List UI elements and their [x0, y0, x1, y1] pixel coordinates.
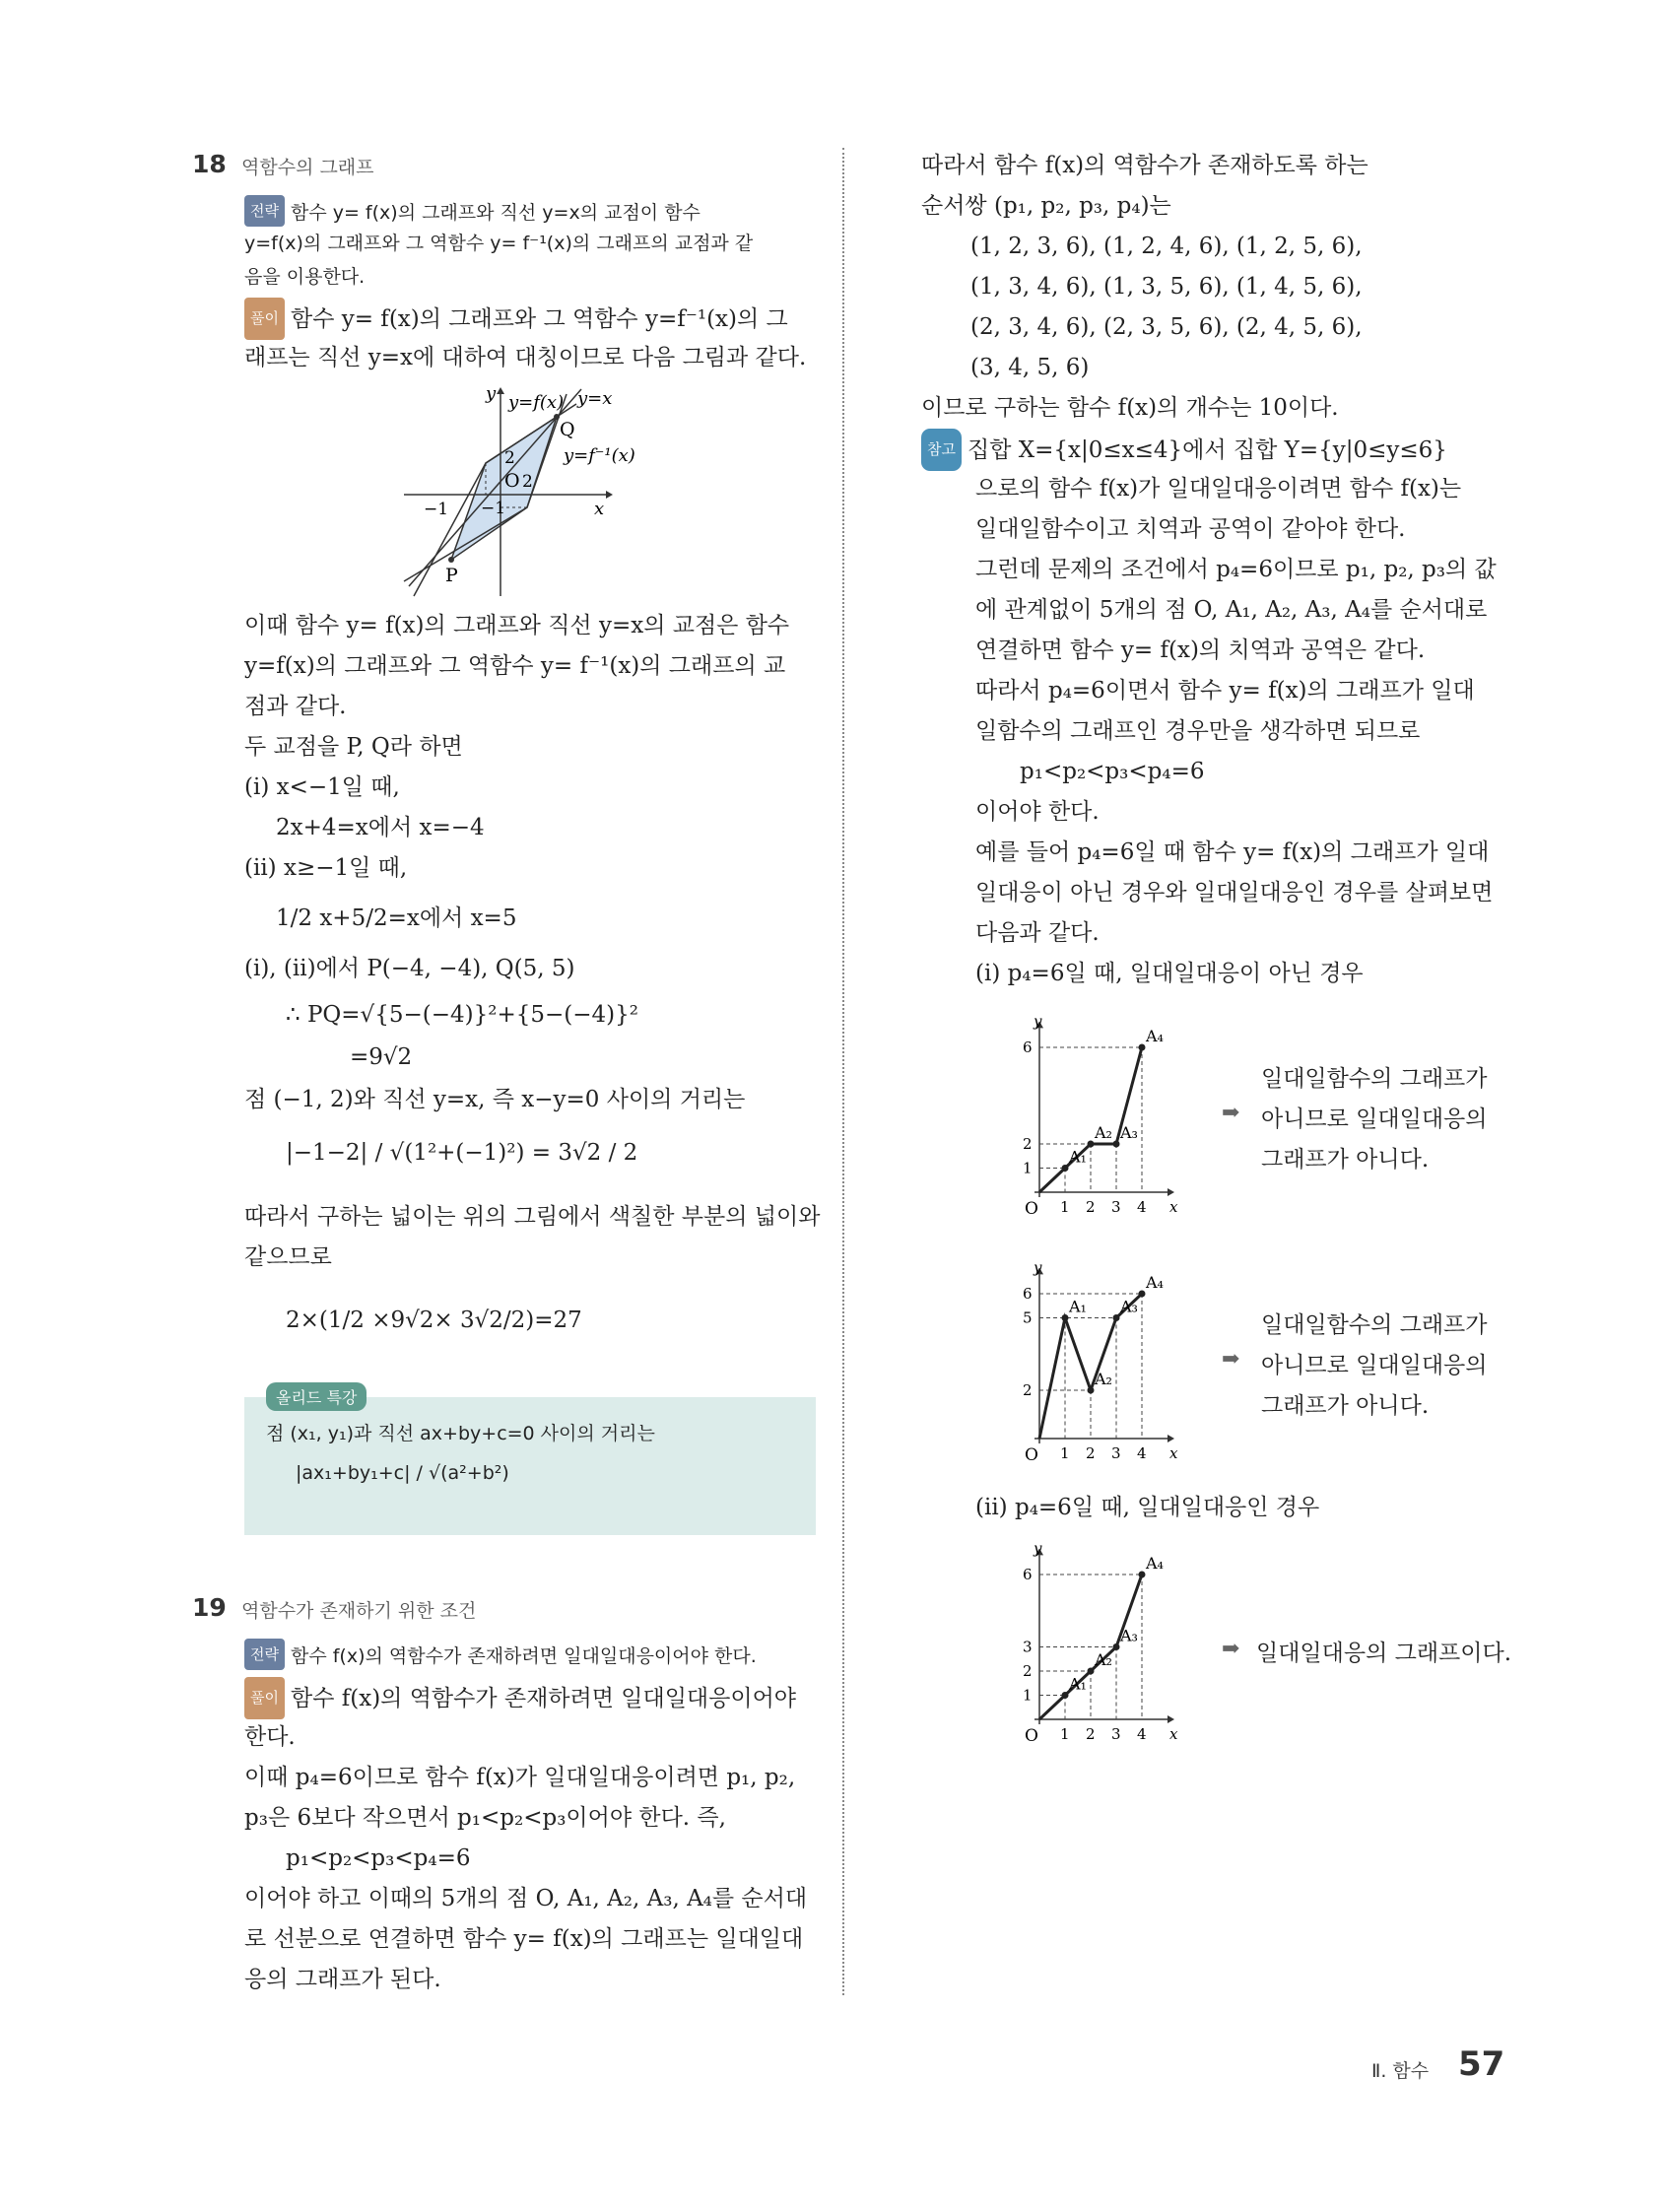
p18-body-line: 이때 함수 y= f(x)의 그래프와 직선 y=x의 교점은 함수	[244, 613, 790, 638]
note-line: 따라서 p₄=6이면서 함수 y= f(x)의 그래프가 일대	[975, 678, 1475, 704]
point-label: A₁	[1069, 1674, 1087, 1694]
point-a1	[1062, 1692, 1069, 1699]
p18-area-text: 따라서 구하는 넓이는 위의 그림에서 색칠한 부분의 넓이와	[244, 1204, 821, 1230]
graph18-y-label: y	[486, 383, 497, 404]
footer-section: Ⅱ. 함수	[1371, 2060, 1430, 2082]
note-line: 일함수의 그래프인 경우만을 생각하면 되므로	[975, 718, 1421, 744]
p19-solution-ineq: p₁<p₂<p₃<p₄=6	[286, 1845, 471, 1871]
note-line: 으로의 함수 f(x)가 일대일대응이려면 함수 f(x)는	[975, 476, 1462, 502]
x-tick-label: 4	[1137, 1444, 1147, 1462]
p19-strategy: 전략 함수 f(x)의 역함수가 존재하려면 일대일대응이어야 한다.	[244, 1639, 757, 1671]
problem-18-title: 역함수의 그래프	[241, 157, 374, 178]
case-i-label: (i) p₄=6일 때, 일대일대응이 아닌 경우	[975, 961, 1364, 986]
desc-b-line: 일대일함수의 그래프가	[1261, 1312, 1488, 1338]
point-a4	[1139, 1572, 1146, 1578]
note-line1: 참고 집합 X={x|0≤x≤4}에서 집합 Y={y|0≤y≤6}	[921, 429, 1447, 471]
point-a1	[1062, 1314, 1069, 1321]
y-tick-label: 2	[1023, 1381, 1033, 1399]
point-a4	[1139, 1291, 1146, 1298]
p18-solution-line1: 풀이 함수 y= f(x)의 그래프와 그 역함수 y=f⁻¹(x)의 그	[244, 298, 788, 340]
p18-strategy-line2: y=f(x)의 그래프와 그 역함수 y= f⁻¹(x)의 그래프의 교점과 같	[244, 233, 754, 254]
column-divider	[842, 148, 844, 1995]
note-line: 이어야 한다.	[975, 799, 1100, 825]
y-tick-label: 2	[1023, 1135, 1033, 1153]
p18-area-text2: 같으므로	[244, 1244, 332, 1270]
point-a4	[1139, 1044, 1146, 1051]
tick-y-neg1: −1	[481, 499, 506, 518]
tuple-row: (3, 4, 5, 6)	[970, 355, 1090, 380]
x-axis-arrow	[1168, 1715, 1174, 1723]
x-tick-label: 3	[1111, 1198, 1121, 1216]
desc-c: 일대일대응의 그래프이다.	[1256, 1641, 1512, 1666]
tip-line1: 점 (x₁, y₁)과 직선 ax+by+c=0 사이의 거리는	[266, 1423, 655, 1444]
y-axis-arrow	[497, 387, 504, 394]
point-label: A₂	[1095, 1123, 1112, 1142]
y-tick-label: 6	[1023, 1039, 1033, 1056]
inverse-function-graph	[394, 383, 635, 601]
label-origin: O	[504, 470, 520, 492]
note-line: 일대응이 아닌 경우와 일대일대응인 경우를 살펴보면	[975, 880, 1494, 905]
solution-tag: 풀이	[244, 298, 285, 340]
arrow-icon: ➡	[1222, 1637, 1240, 1661]
x-tick-label: 1	[1060, 1444, 1070, 1462]
x-axis-label: x	[1169, 1444, 1178, 1462]
p18-distance-value: =9√2	[350, 1044, 413, 1070]
point-a3	[1113, 1141, 1120, 1148]
note-line: 다음과 같다.	[975, 920, 1100, 946]
origin-label: O	[1025, 1445, 1038, 1465]
tick-x-neg1: −1	[424, 500, 449, 519]
y-tick-label: 1	[1023, 1159, 1033, 1177]
point-label: A₁	[1069, 1297, 1087, 1316]
p18-solution-line2: 래프는 직선 y=x에 대하여 대칭이므로 다음 그림과 같다.	[244, 345, 807, 370]
y-axis-label: y	[1034, 1539, 1042, 1558]
p18-points: (i), (ii)에서 P(−4, −4), Q(5, 5)	[244, 956, 575, 981]
problem-19-number: 19	[192, 1593, 227, 1622]
point-label: A₄	[1146, 1554, 1164, 1573]
x-tick-label: 3	[1111, 1444, 1121, 1462]
desc-a-line: 그래프가 아니다.	[1261, 1147, 1430, 1173]
problem-19-title: 역함수가 존재하기 위한 조건	[241, 1600, 477, 1622]
strategy-tag: 전략	[244, 1639, 285, 1670]
x-tick-label: 2	[1086, 1198, 1096, 1216]
desc-b-line: 아니므로 일대일대응의	[1261, 1353, 1488, 1378]
p19-solution-line: p₃은 6보다 작으면서 p₁<p₂<p₃이어야 한다. 즉,	[244, 1805, 726, 1831]
point-a2	[1088, 1668, 1095, 1675]
p19-solution-line: 응의 그래프가 된다.	[244, 1967, 441, 1992]
point-label: A₄	[1146, 1273, 1164, 1292]
right-conclusion: 이므로 구하는 함수 f(x)의 개수는 10이다.	[921, 395, 1339, 421]
y-tick-label: 6	[1023, 1566, 1033, 1583]
point-p	[448, 557, 454, 563]
p18-distance-pq: ∴ PQ=√{5−(−4)}²+{5−(−4)}²	[286, 1002, 638, 1028]
note-line: 일대일함수이고 치역과 공역이 같아야 한다.	[975, 516, 1406, 542]
x-tick-label: 4	[1137, 1198, 1147, 1216]
point-a3	[1113, 1314, 1120, 1321]
x-axis-label: x	[1169, 1725, 1178, 1743]
desc-a-line: 아니므로 일대일대응의	[1261, 1106, 1488, 1132]
p19-solution-line: 이때 p₄=6이므로 함수 f(x)가 일대일대응이려면 p₁, p₂,	[244, 1765, 796, 1790]
right-line: 순서쌍 (p₁, p₂, p₃, p₄)는	[921, 193, 1171, 219]
y-tick-label: 3	[1023, 1638, 1033, 1656]
case-ii-label: (ii) p₄=6일 때, 일대일대응인 경우	[975, 1495, 1320, 1520]
point-label: A₃	[1120, 1297, 1138, 1316]
label-yx: y=x	[577, 388, 613, 409]
tip-line2: |ax₁+by₁+c| / √(a²+b²)	[296, 1462, 509, 1484]
x-axis-label: x	[1169, 1198, 1178, 1216]
desc-b-line: 그래프가 아니다.	[1261, 1393, 1430, 1419]
point-label: A₃	[1120, 1626, 1138, 1645]
p18-strategy-line1: 전략 함수 y= f(x)의 그래프와 직선 y=x의 교점이 함수	[244, 195, 701, 228]
tip-tag: 올리드 특강	[266, 1382, 367, 1411]
x-tick-label: 3	[1111, 1725, 1121, 1743]
p18-area-result: 2×(1/2 ×9√2× 3√2/2)=27	[286, 1307, 582, 1333]
page-number: 57	[1458, 2044, 1505, 2084]
y-axis-label: y	[1034, 1258, 1042, 1277]
tick-x-2: 2	[522, 472, 533, 492]
problem-18-number: 18	[192, 150, 227, 178]
point-label: A₁	[1069, 1147, 1087, 1167]
p19-solution-line1: 풀이 함수 f(x)의 역함수가 존재하려면 일대일대응이어야	[244, 1677, 796, 1719]
tuple-row: (1, 3, 4, 6), (1, 3, 5, 6), (1, 4, 5, 6),	[970, 274, 1363, 300]
point-a1	[1062, 1165, 1069, 1172]
solution-tag: 풀이	[244, 1677, 285, 1719]
point-label: A₄	[1146, 1027, 1164, 1045]
note-tag: 참고	[921, 429, 962, 471]
strategy-tag: 전략	[244, 195, 285, 227]
p19-solution-line: 이어야 하고 이때의 5개의 점 O, A₁, A₂, A₃, A₄를 순서대	[244, 1886, 808, 1911]
p18-case-ii: (ii) x≥−1일 때,	[244, 855, 408, 881]
note-line: 그런데 문제의 조건에서 p₄=6이므로 p₁, p₂, p₃의 값	[975, 557, 1497, 582]
point-a3	[1113, 1643, 1120, 1650]
point-a2	[1088, 1141, 1095, 1148]
arrow-icon: ➡	[1222, 1101, 1240, 1125]
desc-a-line: 일대일함수의 그래프가	[1261, 1066, 1488, 1092]
label-p: P	[445, 565, 458, 586]
origin-label: O	[1025, 1726, 1038, 1746]
tick-y-2: 2	[504, 448, 515, 468]
tuple-row: (2, 3, 4, 6), (2, 3, 5, 6), (2, 4, 5, 6),	[970, 314, 1363, 340]
y-tick-label: 6	[1023, 1285, 1033, 1303]
x-tick-label: 2	[1086, 1725, 1096, 1743]
p18-point-line-formula: |−1−2| / √(1²+(−1)²) = 3√2 / 2	[286, 1140, 638, 1166]
graph-one-to-one	[1005, 1532, 1202, 1759]
graph-polyline	[1039, 1047, 1142, 1192]
point-label: A₂	[1095, 1650, 1112, 1669]
graph18-x-label: x	[594, 499, 605, 519]
p19-solution-line: 한다.	[244, 1724, 296, 1750]
origin-label: O	[1025, 1199, 1038, 1219]
x-axis-arrow	[1168, 1435, 1174, 1442]
y-tick-label: 5	[1023, 1308, 1033, 1327]
x-axis-arrow	[1168, 1188, 1174, 1196]
y-tick-label: 1	[1023, 1686, 1033, 1705]
x-axis-arrow	[606, 491, 613, 499]
x-tick-label: 4	[1137, 1725, 1147, 1743]
point-label: A₃	[1120, 1123, 1138, 1142]
label-finv: y=f⁻¹(x)	[564, 445, 635, 466]
point-label: A₂	[1095, 1370, 1112, 1388]
p18-strategy-line3: 음을 이용한다.	[244, 266, 366, 288]
x-tick-label: 1	[1060, 1725, 1070, 1743]
graph-not-one-to-one-b	[1005, 1251, 1202, 1478]
note-line: 예를 들어 p₄=6일 때 함수 y= f(x)의 그래프가 일대	[975, 839, 1490, 865]
p18-case-i: (i) x<−1일 때,	[244, 774, 400, 800]
p18-body-line: 두 교점을 P, Q라 하면	[244, 734, 463, 760]
p18-body-line: y=f(x)의 그래프와 그 역함수 y= f⁻¹(x)의 그래프의 교	[244, 653, 786, 679]
note-line: 에 관계없이 5개의 점 O, A₁, A₂, A₃, A₄를 순서대로	[975, 597, 1488, 623]
note-ineq: p₁<p₂<p₃<p₄=6	[1020, 759, 1205, 784]
arrow-icon: ➡	[1222, 1347, 1240, 1372]
x-tick-label: 2	[1086, 1444, 1096, 1462]
label-f: y=f(x)	[508, 392, 565, 413]
p18-eq-i: 2x+4=x에서 x=−4	[276, 815, 485, 840]
right-line: 따라서 함수 f(x)의 역함수가 존재하도록 하는	[921, 153, 1368, 178]
label-q: Q	[560, 419, 575, 440]
graph-not-one-to-one-a	[1005, 1005, 1202, 1232]
p18-eq-ii: 1/2 x+5/2=x에서 x=5	[276, 905, 517, 931]
point-a2	[1088, 1387, 1095, 1394]
tuple-row: (1, 2, 3, 6), (1, 2, 4, 6), (1, 2, 5, 6),	[970, 234, 1363, 259]
p19-solution-line: 로 선분으로 연결하면 함수 y= f(x)의 그래프는 일대일대	[244, 1926, 804, 1952]
y-axis-label: y	[1034, 1012, 1042, 1031]
p18-point-line-text: 점 (−1, 2)와 직선 y=x, 즉 x−y=0 사이의 거리는	[244, 1087, 746, 1112]
x-tick-label: 1	[1060, 1198, 1070, 1216]
p18-body-line: 점과 같다.	[244, 694, 347, 719]
y-tick-label: 2	[1023, 1662, 1033, 1680]
note-line: 연결하면 함수 y= f(x)의 치역과 공역은 같다.	[975, 637, 1426, 663]
